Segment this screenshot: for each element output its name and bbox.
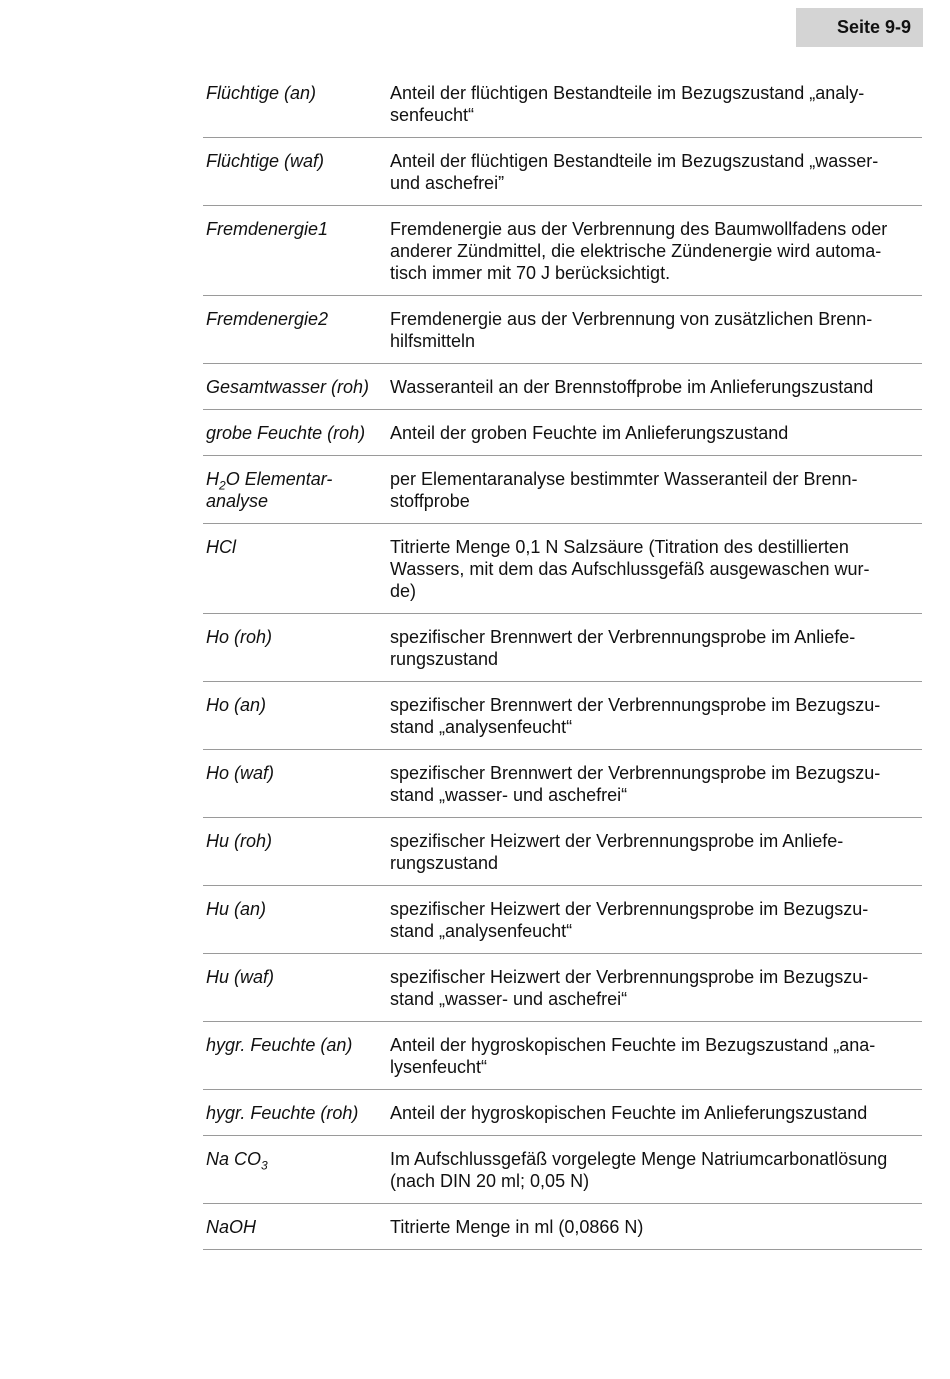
definition-line: per Elementaranalyse bestimmter Wasseranteil der Brenn- xyxy=(390,469,858,489)
glossary-term: Flüchtige (an) xyxy=(206,83,317,103)
term-line: analyse xyxy=(206,491,269,511)
glossary-definition xyxy=(390,1216,922,1238)
definition-line: spezifischer Heizwert der Verbrennungsprobe im Bezugszu- xyxy=(390,899,869,919)
glossary-row xyxy=(203,1032,922,1090)
definition-line: stand „analysenfeucht“ xyxy=(390,921,573,941)
glossary-definition xyxy=(390,1034,922,1078)
glossary-row xyxy=(203,692,922,750)
definition-line: Im Aufschlussgefäß vorgelegte Menge Natriumcarbonatlösung xyxy=(390,1149,888,1169)
glossary-term: Hu (an) xyxy=(206,899,267,919)
definition-line: de) xyxy=(390,581,417,601)
glossary-row xyxy=(203,964,922,1022)
definition-line: Anteil der hygroskopischen Feuchte im Anlieferungszustand xyxy=(390,1103,868,1123)
glossary-definition xyxy=(390,536,922,602)
glossary-term xyxy=(203,1148,390,1192)
definition-line: Titrierte Menge in ml (0,0866 N) xyxy=(390,1217,644,1237)
glossary-row xyxy=(203,420,922,456)
glossary-row xyxy=(203,1214,922,1250)
glossary-definition xyxy=(390,422,922,444)
glossary-row xyxy=(203,374,922,410)
glossary-term: Hu (roh) xyxy=(206,831,273,851)
definition-line: Anteil der groben Feuchte im Anlieferungszustand xyxy=(390,423,789,443)
glossary-definition xyxy=(390,762,922,806)
definition-line: Wasseranteil an der Brennstoffprobe im Anlieferungszustand xyxy=(390,377,874,397)
definition-line: lysenfeucht“ xyxy=(390,1057,488,1077)
definition-line: stoffprobe xyxy=(390,491,470,511)
glossary-term: Ho (an) xyxy=(206,695,267,715)
definition-line: spezifischer Heizwert der Verbrennungsprobe im Bezugszu- xyxy=(390,967,869,987)
definition-line: Titrierte Menge 0,1 N Salzsäure (Titration des destillierten xyxy=(390,537,849,557)
glossary-row xyxy=(203,828,922,886)
glossary-term: Fremdenergie1 xyxy=(206,219,329,239)
term-subscript: 2 xyxy=(219,478,226,493)
glossary-term: hygr. Feuchte (an) xyxy=(206,1035,353,1055)
glossary-term: Ho (roh) xyxy=(206,627,273,647)
glossary-row xyxy=(203,216,922,296)
glossary-row xyxy=(203,80,922,138)
definition-line: Anteil der flüchtigen Bestandteile im Bezugszustand „wasser- xyxy=(390,151,879,171)
glossary-definition xyxy=(390,308,922,352)
definition-line: (nach DIN 20 ml; 0,05 N) xyxy=(390,1171,590,1191)
glossary-row xyxy=(203,1146,922,1204)
glossary-row xyxy=(203,624,922,682)
glossary-row xyxy=(203,1100,922,1136)
definition-line: tisch immer mit 70 J berücksichtigt. xyxy=(390,263,671,283)
definition-line: rungszustand xyxy=(390,853,499,873)
glossary-definition xyxy=(390,468,922,512)
definition-line: und aschefrei” xyxy=(390,173,505,193)
glossary-term: HCl xyxy=(206,537,236,557)
glossary-definition xyxy=(390,150,922,194)
definition-line: Fremdenergie aus der Verbrennung des Baumwollfadens oder xyxy=(390,219,888,239)
definition-line: Anteil der flüchtigen Bestandteile im Bezugszustand „analy- xyxy=(390,83,865,103)
definition-line: stand „wasser- und aschefrei“ xyxy=(390,785,628,805)
term-part: Na CO xyxy=(206,1149,262,1169)
term-part: O Elementar- xyxy=(225,469,333,489)
glossary-definition xyxy=(390,376,922,398)
definition-line: Fremdenergie aus der Verbrennung von zusätzlichen Brenn- xyxy=(390,309,873,329)
glossary-definition xyxy=(390,218,922,284)
glossary-term: Gesamtwasser (roh) xyxy=(206,377,370,397)
definition-line: stand „analysenfeucht“ xyxy=(390,717,573,737)
glossary-term: Flüchtige (waf) xyxy=(206,151,325,171)
page-number-label: Seite 9-9 xyxy=(796,8,923,47)
definition-line: spezifischer Brennwert der Verbrennungsprobe im Bezugszu- xyxy=(390,695,881,715)
glossary-definition xyxy=(390,626,922,670)
definition-line: spezifischer Heizwert der Verbrennungsprobe im Anliefe- xyxy=(390,831,844,851)
glossary-term: Ho (waf) xyxy=(206,763,275,783)
definition-line: spezifischer Brennwert der Verbrennungsprobe im Bezugszu- xyxy=(390,763,881,783)
glossary-definition xyxy=(390,830,922,874)
definition-line: Wassers, mit dem das Aufschlussgefäß ausgewaschen wur- xyxy=(390,559,870,579)
glossary-term: Fremdenergie2 xyxy=(206,309,329,329)
glossary-definition xyxy=(390,694,922,738)
glossary-definition xyxy=(390,82,922,126)
glossary-definition xyxy=(390,898,922,942)
glossary-term: grobe Feuchte (roh) xyxy=(206,423,366,443)
term-subscript: 3 xyxy=(261,1158,268,1173)
glossary-term: hygr. Feuchte (roh) xyxy=(206,1103,359,1123)
definition-line: Anteil der hygroskopischen Feuchte im Bezugszustand „ana- xyxy=(390,1035,876,1055)
glossary-row xyxy=(203,760,922,818)
term-part: H xyxy=(206,469,219,489)
glossary-row xyxy=(203,306,922,364)
glossary-term xyxy=(203,468,390,512)
glossary-term: NaOH xyxy=(206,1217,257,1237)
glossary-term: Hu (waf) xyxy=(206,967,275,987)
glossary-definition xyxy=(390,1102,922,1124)
definition-line: senfeucht“ xyxy=(390,105,475,125)
glossary-row xyxy=(203,896,922,954)
definition-line: spezifischer Brennwert der Verbrennungsprobe im Anliefe- xyxy=(390,627,856,647)
glossary-definition xyxy=(390,1148,922,1192)
glossary-row xyxy=(203,466,922,524)
glossary-row xyxy=(203,148,922,206)
glossary-table xyxy=(203,80,922,1260)
definition-line: stand „wasser- und aschefrei“ xyxy=(390,989,628,1009)
glossary-row xyxy=(203,534,922,614)
glossary-definition xyxy=(390,966,922,1010)
definition-line: anderer Zündmittel, die elektrische Zündenergie wird automa- xyxy=(390,241,882,261)
definition-line: rungszustand xyxy=(390,649,499,669)
definition-line: hilfsmitteln xyxy=(390,331,476,351)
